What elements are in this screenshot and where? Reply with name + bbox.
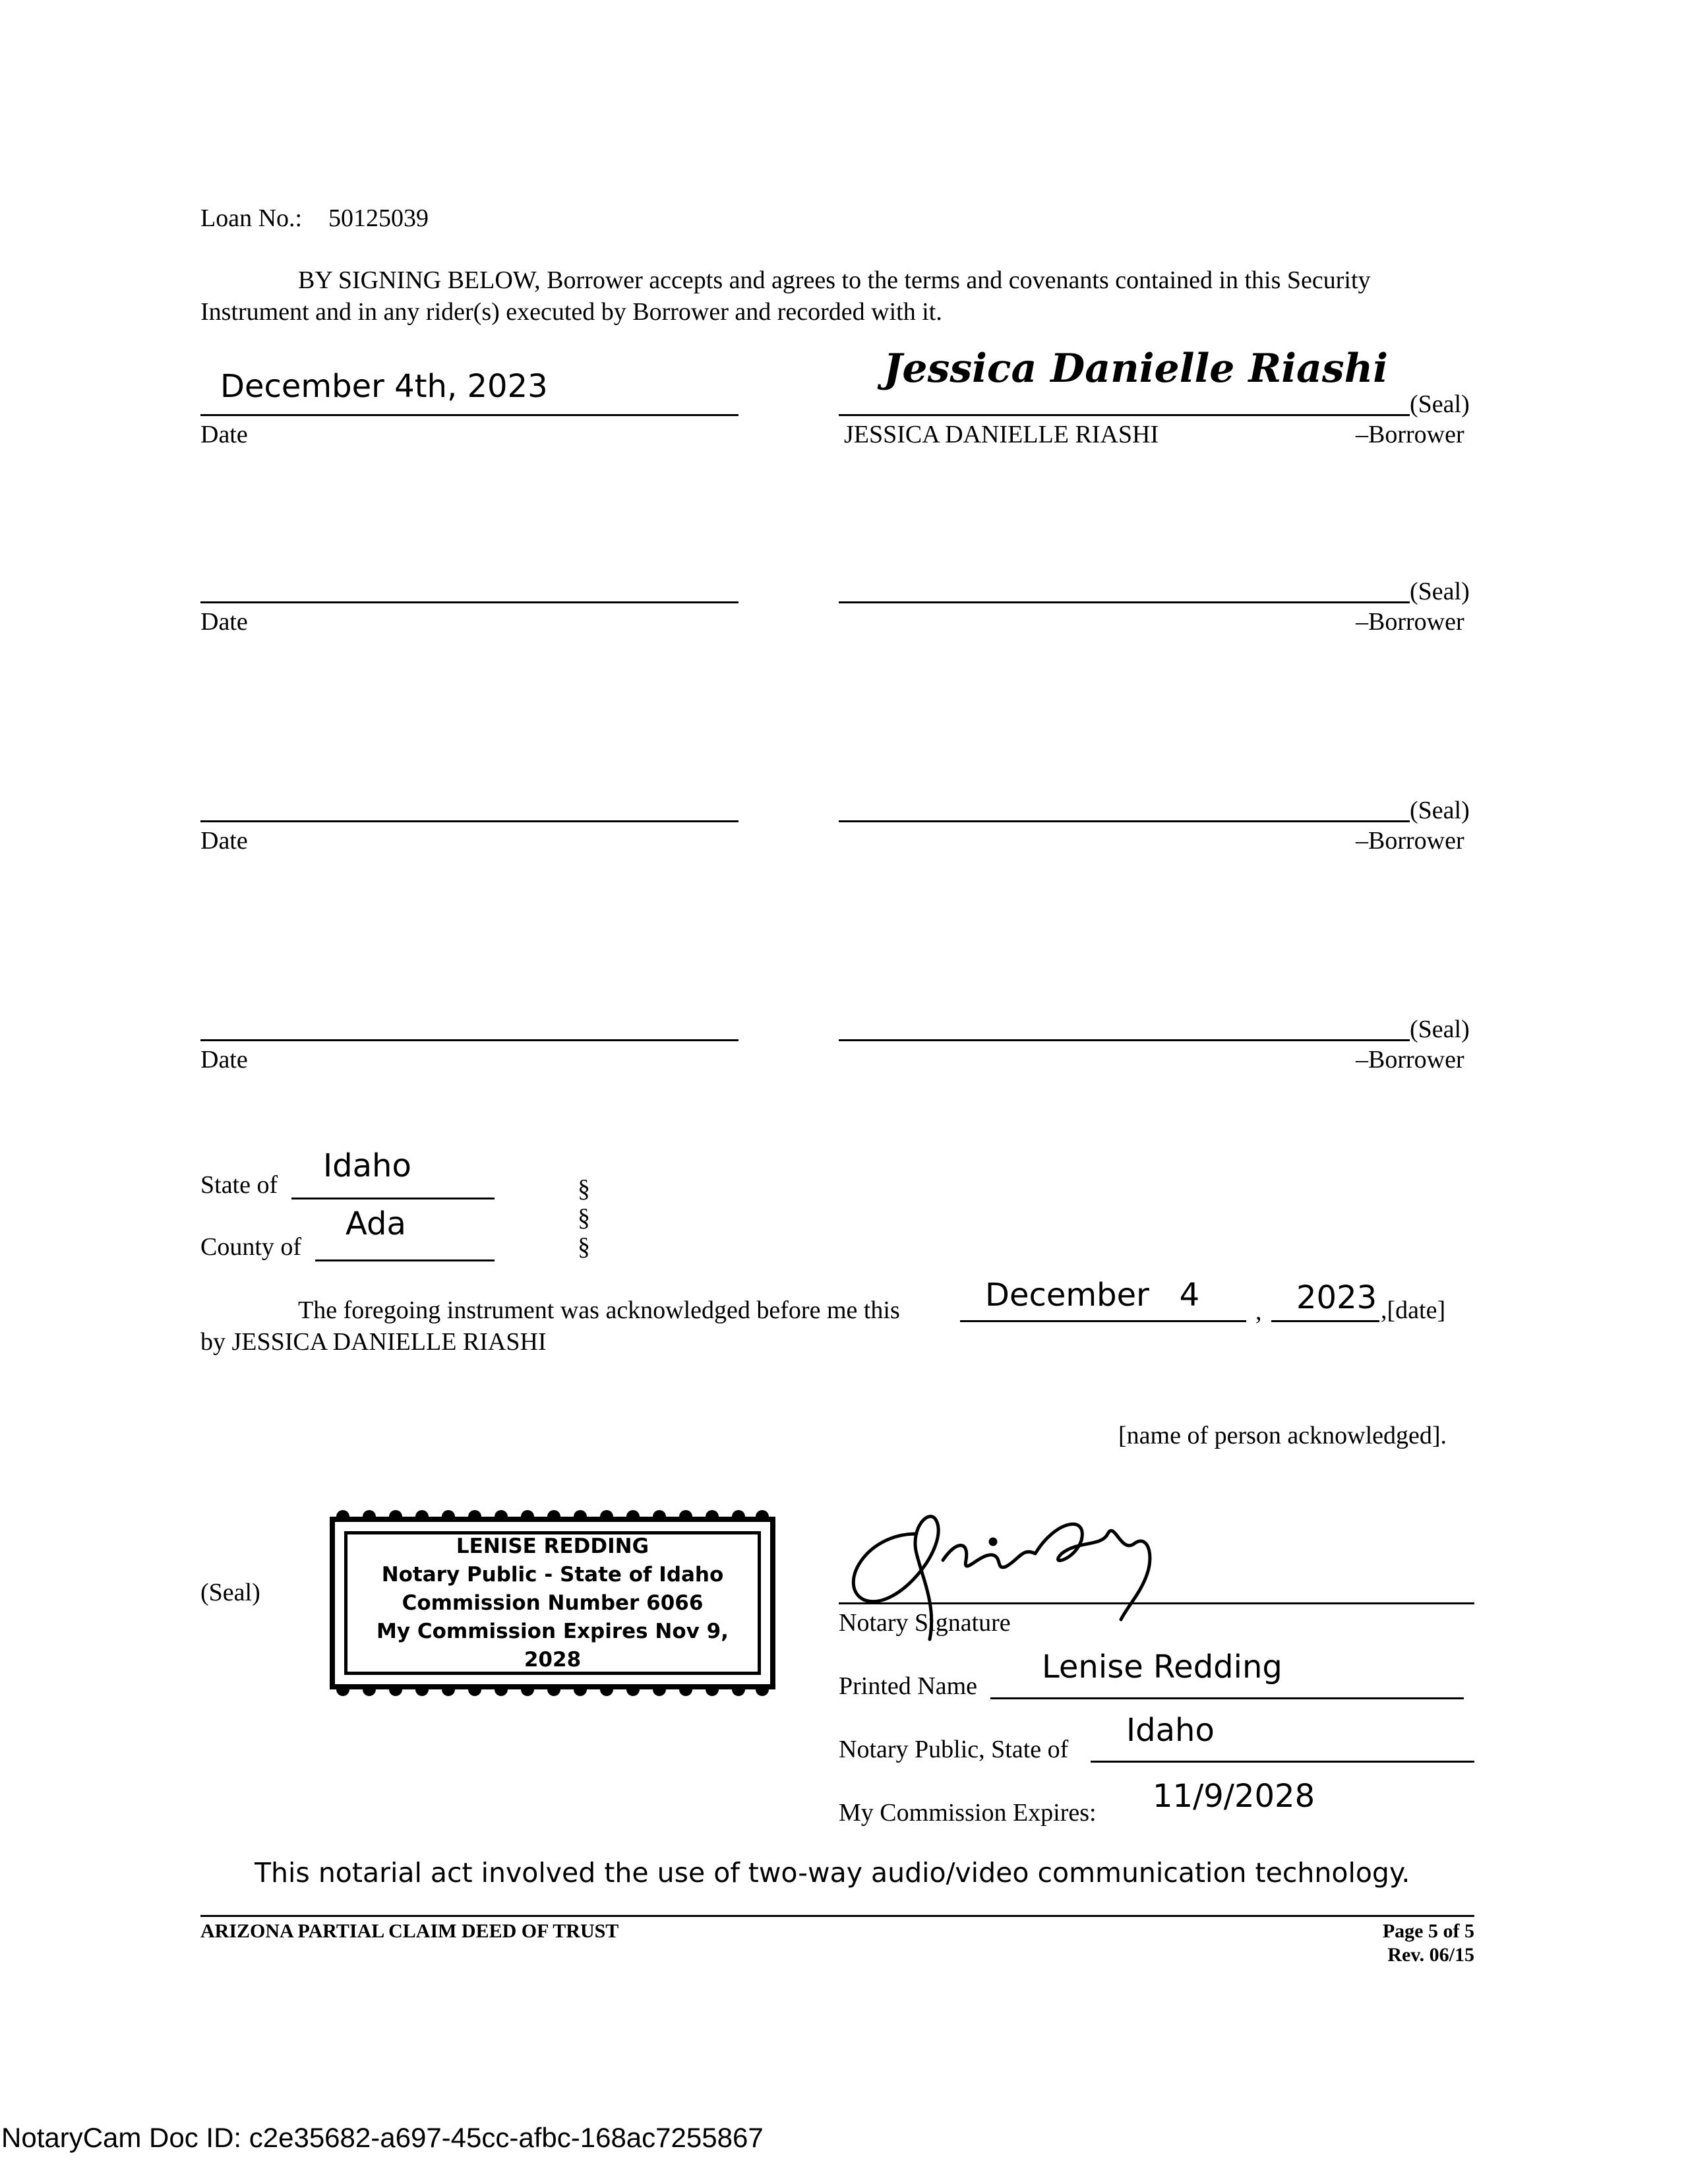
- notary-state-label: Notary Public, State of: [839, 1736, 1069, 1763]
- borrower-role: –Borrower: [1356, 827, 1464, 855]
- commission-expires-label: My Commission Expires:: [839, 1799, 1097, 1827]
- borrower-role: –Borrower: [1356, 421, 1464, 448]
- date-line: [200, 414, 738, 416]
- section-mark: §: [578, 1233, 590, 1261]
- borrower-role: –Borrower: [1356, 1046, 1464, 1074]
- notary-signature[interactable]: [923, 1536, 1174, 1570]
- county-line: [315, 1259, 495, 1261]
- printed-name-line: [990, 1697, 1464, 1699]
- date-label: Date: [200, 827, 248, 855]
- date-label: Date: [200, 608, 248, 636]
- printed-name-field[interactable]: Lenise Redding: [1042, 1649, 1282, 1685]
- commission-expires-field[interactable]: 11/9/2028: [1153, 1778, 1315, 1815]
- acknowledgment-date-line: [960, 1320, 1246, 1322]
- stamp-notary-title: Notary Public - State of Idaho: [381, 1562, 724, 1587]
- section-mark: §: [578, 1175, 590, 1203]
- footer-revision: Rev. 06/15: [1387, 1944, 1474, 1966]
- notary-stamp: [330, 1517, 775, 1689]
- footer-page-number: Page 5 of 5: [1382, 1920, 1474, 1942]
- acknowledged-by: by JESSICA DANIELLE RIASHI: [200, 1328, 547, 1356]
- date-label: Date: [200, 1046, 248, 1074]
- intro-line-2: Instrument and in any rider(s) executed by Borrower and recorded with it.: [200, 298, 942, 326]
- acknowledgment-year-field[interactable]: 2023: [1296, 1279, 1377, 1316]
- signature-line: [839, 820, 1410, 822]
- date-line: [200, 601, 738, 603]
- state-line: [291, 1198, 495, 1199]
- intro-line-1: BY SIGNING BELOW, Borrower accepts and agrees to the terms and covenants contained in this Security: [298, 266, 1371, 294]
- acknowledgment-date-suffix: ,[date]: [1381, 1296, 1446, 1324]
- state-label: State of: [200, 1171, 278, 1199]
- borrower-role: –Borrower: [1356, 608, 1464, 636]
- date-label: Date: [200, 421, 248, 448]
- printed-name-label: Printed Name: [839, 1672, 978, 1700]
- stamp-commission-expires: My Commission Expires Nov 9, 2028: [377, 1619, 729, 1672]
- seal-label: (Seal): [1410, 390, 1470, 418]
- state-field[interactable]: Idaho: [323, 1147, 411, 1184]
- county-field[interactable]: Ada: [346, 1205, 406, 1242]
- acknowledgment-date-field[interactable]: December 4: [985, 1277, 1200, 1314]
- acknowledgment-text: The foregoing instrument was acknowledged before me this: [298, 1296, 900, 1324]
- seal-label: (Seal): [1410, 578, 1470, 605]
- borrower-printed-name: JESSICA DANIELLE RIASHI: [844, 421, 1159, 448]
- footer-title: ARIZONA PARTIAL CLAIM DEED OF TRUST: [200, 1920, 619, 1942]
- stamp-notary-name: LENISE REDDING: [456, 1534, 649, 1558]
- borrower-signature[interactable]: Jessica Danielle Riashi: [884, 346, 1389, 392]
- borrower-date-field[interactable]: December 4th, 2023: [220, 368, 548, 405]
- seal-label: (Seal): [1410, 797, 1470, 824]
- notary-state-line: [1091, 1761, 1474, 1763]
- seal-label: (Seal): [1410, 1016, 1470, 1043]
- document-id: NotaryCam Doc ID: c2e35682-a697-45cc-afbc-168ac7255867: [1, 2122, 764, 2153]
- remote-notarization-statement: This notarial act involved the use of two-way audio/video communication technology.: [255, 1857, 1410, 1889]
- signature-line: [839, 1039, 1410, 1041]
- loan-number: 50125039: [328, 204, 429, 232]
- acknowledgment-comma: ,: [1255, 1298, 1262, 1325]
- notary-state-field[interactable]: Idaho: [1126, 1712, 1215, 1749]
- notary-seal-label: (Seal): [200, 1579, 260, 1606]
- footer-rule: [200, 1915, 1474, 1917]
- section-mark: §: [578, 1204, 590, 1232]
- stamp-commission-number: Commission Number 6066: [402, 1591, 704, 1615]
- notary-signature-label: Notary Signature: [839, 1609, 1011, 1637]
- loan-number-label: Loan No.:: [200, 204, 303, 232]
- date-line: [200, 820, 738, 822]
- signature-line: [839, 601, 1410, 603]
- date-line: [200, 1039, 738, 1041]
- county-label: County of: [200, 1233, 302, 1261]
- acknowledged-name-note: [name of person acknowledged].: [1118, 1422, 1447, 1449]
- signature-line: [839, 414, 1410, 416]
- acknowledgment-year-line: [1271, 1320, 1379, 1322]
